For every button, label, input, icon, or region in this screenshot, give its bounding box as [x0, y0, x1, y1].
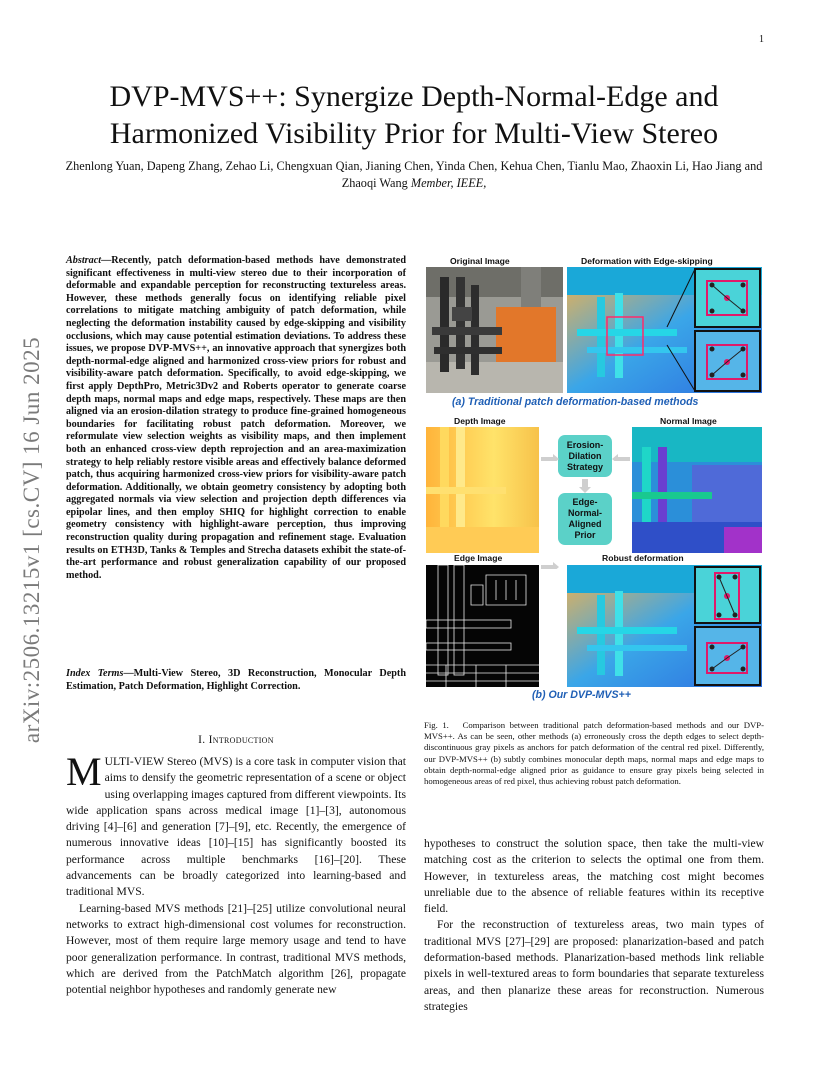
author-membership: Member, IEEE, [410, 176, 487, 190]
label-normal-image: Normal Image [660, 416, 717, 426]
arxiv-stamp-text: arXiv:2506.13215v1 [cs.CV] 16 Jun 2025 [19, 336, 44, 744]
intro-text [66, 749, 406, 998]
arrow-down-icon [579, 479, 591, 493]
intro-paragraph-2: Learning-based MVS methods [21]–[25] utilize convolutional neural networks to extract high-dimensional cost volumes for reconstruction. However, most of them require large memory usage and tend to have poor generalization performance. In contrast, traditional MVS methods, which are derived from the PatchMatch algorithm [26], propagate potential neighbor hypotheses and randomly generate new [66, 901, 406, 997]
arrow-right-icon [541, 559, 559, 569]
index-terms-body: —Multi-View Stereo, 3D Reconstruction, Monocular Depth Estimation, Patch Deformation, Highlight Correction. [66, 668, 406, 692]
page-number: 1 [759, 34, 764, 45]
arxiv-stamp [14, 300, 50, 780]
intro-first-word: ULTI-VIEW [104, 755, 165, 768]
label-deformation-edge-skipping: Deformation with Edge-skipping [581, 256, 713, 266]
right-column-text [424, 836, 764, 1015]
robust-deformation-image [567, 565, 762, 687]
abstract [66, 255, 406, 582]
label-robust-deformation: Robust deformation [602, 553, 684, 563]
caption-label: Fig. 1. [424, 720, 449, 730]
right-paragraph-1: hypotheses to construct the solution space, then take the multi-view matching cost as the criterion to selects the optimal one from them. However, in textureless areas, the matching cost might becomes unreliable due to the absence of reliable features within its receptive field. [424, 837, 764, 916]
edge-normal-aligned-prior-box: Edge-Normal-Aligned Prior [558, 493, 612, 545]
drop-cap: M [66, 749, 102, 794]
dashed-divider [424, 411, 764, 413]
edge-image [426, 565, 539, 687]
section-heading-text: I. Introduction [198, 734, 274, 746]
right-paragraph-2: For the reconstruction of textureless areas, two main types of traditional MVS [27]–[29] are proposed: planarization-based and patch deformation-based methods. Planarization-based methods link reliable pixels in well-textured areas to form boundaries that separate textureless areas, and then planarize these areas for reconstruction. Numerous strategies [424, 918, 764, 1013]
abstract-label: Abstract [66, 255, 102, 266]
index-terms [66, 668, 406, 693]
caption-a: (a) Traditional patch deformation-based methods [452, 396, 699, 408]
erosion-dilation-box: Erosion-Dilation Strategy [558, 435, 612, 477]
label-depth-image: Depth Image [454, 416, 506, 426]
section-heading [66, 734, 406, 746]
normal-image [632, 427, 762, 553]
intro-paragraph-1 [66, 749, 406, 901]
figure-1 [424, 255, 764, 710]
caption-b: (b) Our DVP-MVS++ [532, 689, 631, 701]
original-image [426, 267, 563, 393]
label-original-image: Original Image [450, 256, 510, 266]
figure-caption [424, 720, 764, 787]
abstract-body: —Recently, patch deformation-based methods have demonstrated significant effectiveness in multi-view stereo due to their incorporation of deformable and expandable perception for reconstructing textureless areas. However, these methods generally focus on identifying reliable pixel correlations to mitigate matching ambiguity of patch deformation, while neglecting the deformation instability caused by edge-skipping and visibility occlusions, which may cause potential estimation deviations. To address these issues, we propose DVP-MVS++, an innovative approach that synergizes both depth-normal-edge aligned and harmonized cross-view priors for robust and visibility-aware patch deformation. Specifically, to avoid edge-skipping, we first apply DepthPro, Metric3Dv2 and Roberts operator to generate coarse depth maps, normal maps and edge maps, respectively. These maps are then aligned via an erosion-dilation strategy to produce fine-grained homogeneous boundaries for facilitating robust patch deformation. Moreover, we reformulate view selection weights as visibility maps, and then implement both an enhanced cross-view depth reprojection and an area-maximization strategy to help reliably restore visible areas and effectively balance deformed patch, thus acquiring harmonized cross-view priors for visibility-aware patch deformation. Additionally, we obtain geometry consistency by adopting both aggregated normals via view selection and projection depth differences via epipolar lines, and then employ SHIQ for highlight correction to enable geometry consistency with highlight-aware perception, thus improving reconstruction quality during propagation and refinement stage. Evaluation results on ETH3D, Tanks & Temples and Strecha datasets exhibit the state-of-the-art performance and robust generalization capability of our proposed method. [66, 255, 406, 581]
depth-image [426, 427, 539, 553]
author-names: Zhenlong Yuan, Dapeng Zhang, Zehao Li, Chengxuan Qian, Jianing Chen, Yinda Chen, Kehua Chen, Tianlu Mao, Zhaoxin Li, Hao Jiang and Zhaoqi Wang [65, 159, 763, 190]
paper-title: DVP-MVS++: Synergize Depth-Normal-Edge and Harmonized Visibility Prior for Multi-View Stereo [109, 80, 719, 150]
arrow-right-icon [541, 451, 559, 461]
deformation-edge-skipping-image [567, 267, 762, 393]
arrow-left-icon [612, 451, 630, 461]
caption-body: Comparison between traditional patch deformation-based methods and our DVP-MVS++. As can be seen, other methods (a) erroneously cross the depth edges to select depth-discontinuous gray pixels as anchors for patch deformation of the central red pixel. Differently, our DVP-MVS++ (b) subtly combines monocular depth maps, normal maps and edge maps to obtain depth-normal-edge aligned prior as guidance to ensure gray pixels being selected in homogeneous areas of red pixel, thus achieving robust patch deformation. [424, 720, 765, 787]
intro-p1-body: Stereo (MVS) is a core task in computer vision that aims to densify the geometric representation of a scene or object using overlapping images captured from different viewpoints. Its wide application spans across medical image [1]–[3], autonomous driving [4]–[6] and generation [7]–[9], etc. Recently, the emergence of numerous innovative ideas [10]–[15] has significantly boosted its performance across multiple benchmarks [16]–[20]. These advancements can be broadly categorized into learning-based and traditional MVS. [66, 755, 406, 899]
index-terms-label: Index Terms [66, 668, 124, 679]
label-edge-image: Edge Image [454, 553, 503, 563]
author-list [60, 158, 768, 192]
